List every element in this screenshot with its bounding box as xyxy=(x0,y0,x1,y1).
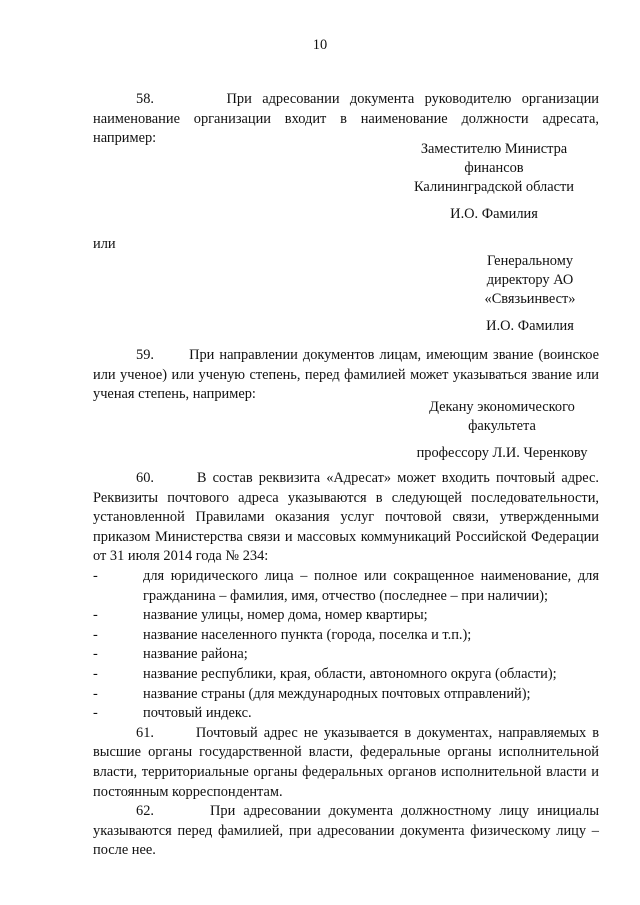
dash-marker: - xyxy=(93,567,98,584)
postal-address-list xyxy=(93,567,599,724)
paragraph-62: 62. При адресовании документа должностному лицу инициалы указываются перед фамилией, при адресовании документа физическому лицу – после нее. xyxy=(93,803,599,859)
addressee-line: «Связьинвест» xyxy=(484,291,576,307)
addressee-line: Заместителю Министра xyxy=(420,141,568,157)
addressee-example-ministry xyxy=(388,140,600,224)
addressee-line: Калининградской области xyxy=(414,179,574,195)
paragraph-61: 61. Почтовый адрес не указывается в документах, направляемых в высшие органы государственной власти, федеральные органы исполнительной власти, территориальные органы федеральных органов исполнительной власти и постоянным корреспондентам. xyxy=(93,724,599,800)
addressee-example-company xyxy=(430,252,630,336)
addressee-name: И.О. Фамилия xyxy=(450,206,538,222)
dash-marker: - xyxy=(93,705,98,722)
addressee-line: факультета xyxy=(468,418,536,434)
or-label: или xyxy=(93,236,116,252)
dash-marker: - xyxy=(93,665,98,682)
list-item: - для юридического лица – полное или сокращенное наименование, для гражданина – фамилия, имя, отчество (последнее – при наличии); xyxy=(93,567,599,604)
addressee-name: И.О. Фамилия xyxy=(486,318,574,334)
list-item: - название улицы, номер дома, номер квартиры; xyxy=(93,606,599,626)
addressee-name: профессору Л.И. Черенкову xyxy=(416,445,588,461)
addressee-line: директору АО xyxy=(486,272,574,288)
addressee-line: Декану экономического xyxy=(429,399,575,415)
section-59 xyxy=(93,346,599,405)
dash-marker: - xyxy=(93,646,98,663)
addressee-line: Генеральному xyxy=(486,253,574,269)
paragraph-59: 59. При направлении документов лицам, имеющим звание (воинское или ученое) или ученую степень, перед фамилией может указываться звание или ученая степень, например: xyxy=(93,347,599,403)
dash-marker: - xyxy=(93,685,98,702)
list-item: - название населенного пункта (города, поселка и т.п.); xyxy=(93,626,599,646)
paragraph-58: 58. При адресовании документа руководителю организации наименование организации входит в наименование должности адресата, например: xyxy=(93,91,599,147)
list-item: - почтовый индекс. xyxy=(93,704,599,724)
addressee-example-dean xyxy=(384,398,620,463)
list-item: - название страны (для международных почтовых отправлений); xyxy=(93,685,599,705)
dash-marker: - xyxy=(93,626,98,643)
page-number: 10 xyxy=(312,37,328,53)
paragraph-60: 60. В состав реквизита «Адресат» может входить почтовый адрес. Реквизиты почтового адреса указываются в следующей последовательности, установленной Правилами оказания услуг почтовой связи, утвержденными приказом Министерства связи и массовых коммуникаций Российской Федерации от 31 июля 2014 года № 234: xyxy=(93,470,599,565)
section-60 xyxy=(93,469,599,861)
addressee-line: финансов xyxy=(464,160,524,176)
list-item: - название района; xyxy=(93,645,599,665)
list-item: - название республики, края, области, автономного округа (области); xyxy=(93,665,599,685)
dash-marker: - xyxy=(93,607,98,624)
